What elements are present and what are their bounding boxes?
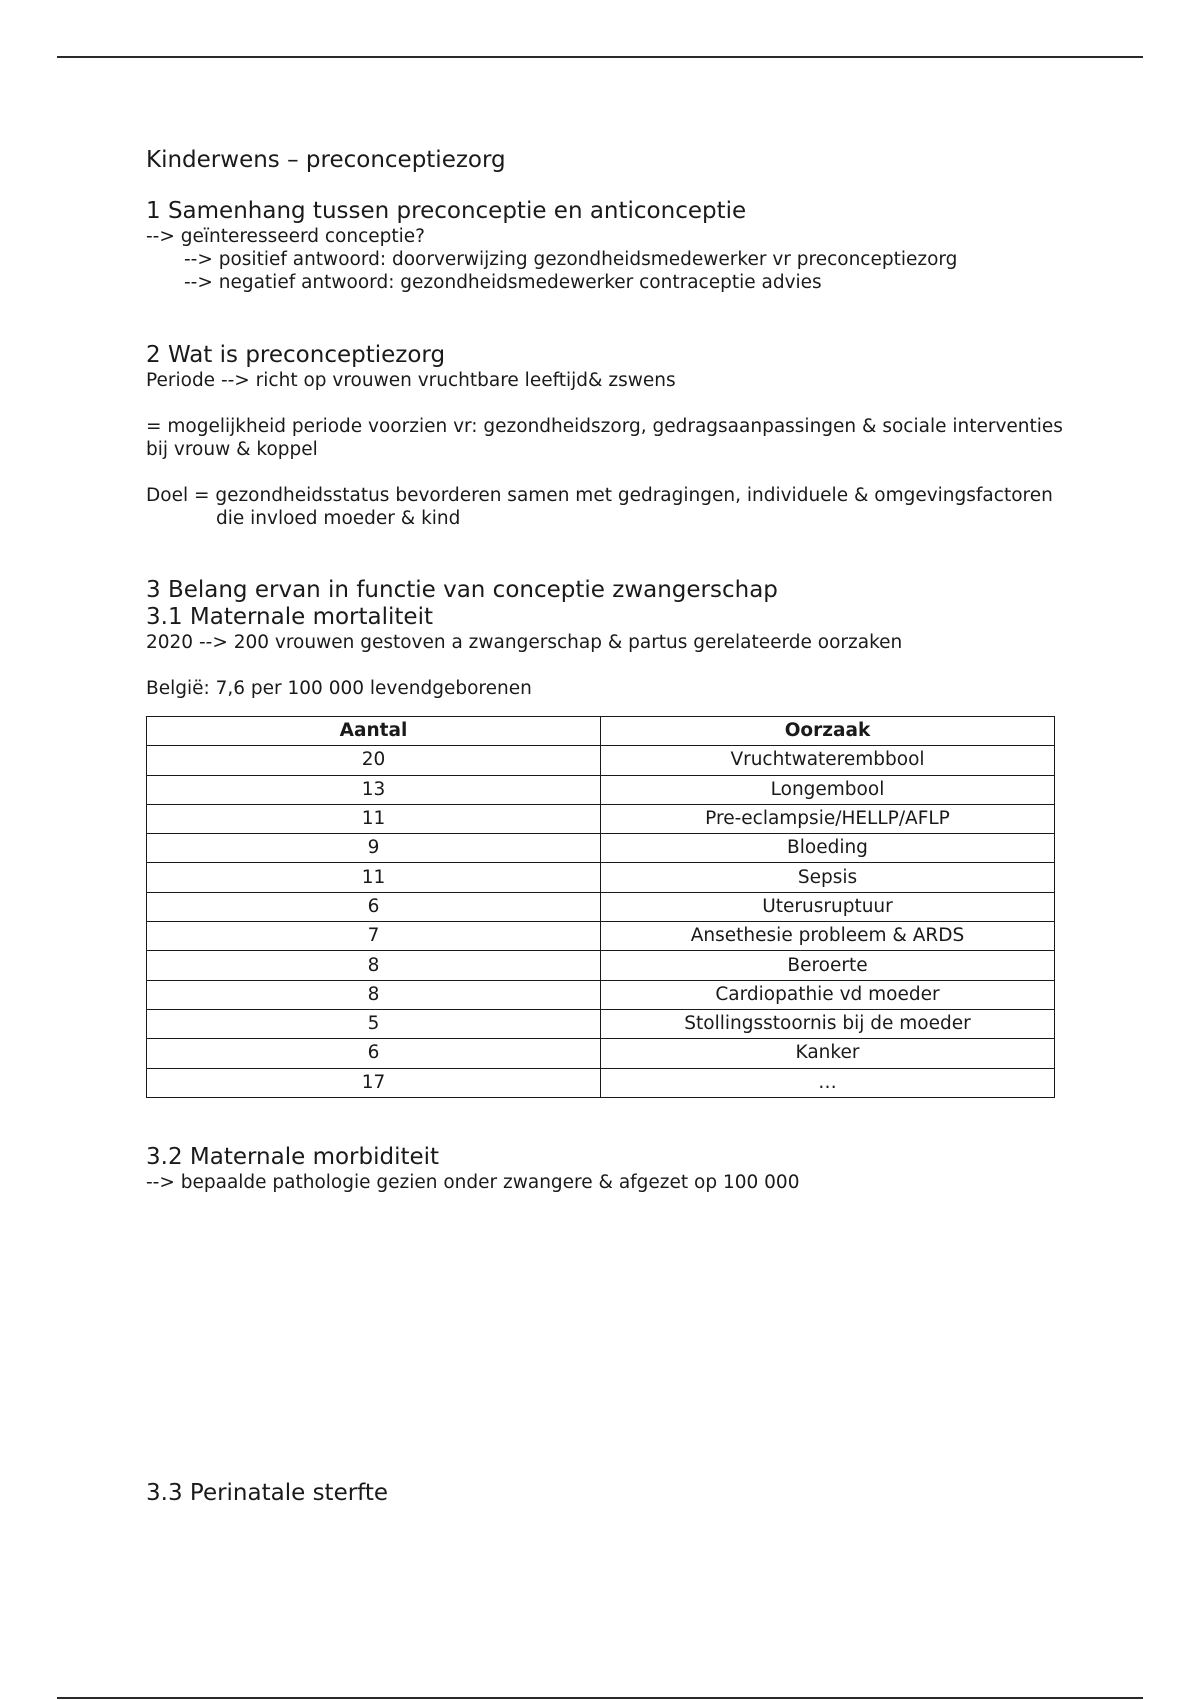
section-3-1-heading: 3.1 Maternale mortaliteit bbox=[146, 604, 433, 630]
cell-oorzaak: Beroerte bbox=[601, 951, 1055, 980]
header-rule bbox=[57, 56, 1143, 58]
table-row bbox=[147, 951, 1055, 980]
section-2-periode: Periode --> richt op vrouwen vruchtbare leeftijd& zswens bbox=[146, 370, 676, 391]
cell-aantal: 7 bbox=[147, 922, 601, 951]
table-row bbox=[147, 863, 1055, 892]
section-1-line: --> positief antwoord: doorverwijzing gezondheidsmedewerker vr preconceptiezorg bbox=[184, 249, 958, 270]
section-3-1-line: 2020 --> 200 vrouwen gestoven a zwangerschap & partus gerelateerde oorzaken bbox=[146, 632, 903, 653]
cell-oorzaak: Longembool bbox=[601, 775, 1055, 804]
section-2-mogelijkheid: = mogelijkheid periode voorzien vr: gezondheidszorg, gedragsaanpassingen & sociale interventies bij vrouw & koppel bbox=[146, 416, 1063, 460]
table-row bbox=[147, 980, 1055, 1009]
section-3-heading: 3 Belang ervan in functie van conceptie zwangerschap bbox=[146, 577, 778, 603]
cell-aantal: 6 bbox=[147, 892, 601, 921]
cell-aantal: 5 bbox=[147, 1009, 601, 1038]
table-row bbox=[147, 746, 1055, 775]
cell-aantal: 11 bbox=[147, 863, 601, 892]
section-1-line: --> negatief antwoord: gezondheidsmedewerker contraceptie advies bbox=[184, 272, 822, 293]
cell-oorzaak: Kanker bbox=[601, 1039, 1055, 1068]
cell-aantal: 17 bbox=[147, 1068, 601, 1097]
cell-oorzaak: Uterusruptuur bbox=[601, 892, 1055, 921]
table-header-oorzaak: Oorzaak bbox=[601, 717, 1055, 746]
document-title: Kinderwens – preconceptiezorg bbox=[146, 147, 506, 173]
cell-aantal: 8 bbox=[147, 980, 601, 1009]
cell-oorzaak: … bbox=[601, 1068, 1055, 1097]
footer-rule bbox=[57, 1697, 1143, 1699]
section-2-doel: Doel = gezondheidsstatus bevorderen samen met gedragingen, individuele & omgevingsfactoren die invloed moeder & kind bbox=[146, 485, 1053, 529]
cell-oorzaak: Sepsis bbox=[601, 863, 1055, 892]
cell-aantal: 20 bbox=[147, 746, 601, 775]
mortality-table bbox=[146, 716, 1055, 1098]
cell-aantal: 6 bbox=[147, 1039, 601, 1068]
table-row bbox=[147, 922, 1055, 951]
section-1-line: --> geïnteresseerd conceptie? bbox=[146, 226, 425, 247]
table-row bbox=[147, 1009, 1055, 1038]
cell-aantal: 8 bbox=[147, 951, 601, 980]
table-row bbox=[147, 1039, 1055, 1068]
document-body bbox=[146, 142, 1066, 1507]
table-header-row bbox=[147, 717, 1055, 746]
table-row bbox=[147, 834, 1055, 863]
cell-aantal: 11 bbox=[147, 804, 601, 833]
cell-oorzaak: Vruchtwaterembbool bbox=[601, 746, 1055, 775]
cell-aantal: 13 bbox=[147, 775, 601, 804]
cell-oorzaak: Cardiopathie vd moeder bbox=[601, 980, 1055, 1009]
table-row bbox=[147, 892, 1055, 921]
table-row bbox=[147, 1068, 1055, 1097]
cell-oorzaak: Ansethesie probleem & ARDS bbox=[601, 922, 1055, 951]
section-1-heading: 1 Samenhang tussen preconceptie en anticonceptie bbox=[146, 198, 747, 224]
cell-oorzaak: Stollingsstoornis bij de moeder bbox=[601, 1009, 1055, 1038]
section-3-2-heading: 3.2 Maternale morbiditeit bbox=[146, 1143, 440, 1170]
table-row bbox=[147, 775, 1055, 804]
section-3-3-heading: 3.3 Perinatale sterfte bbox=[146, 1479, 389, 1506]
cell-oorzaak: Pre-eclampsie/HELLP/AFLP bbox=[601, 804, 1055, 833]
cell-aantal: 9 bbox=[147, 834, 601, 863]
section-3-1-line: België: 7,6 per 100 000 levendgeborenen bbox=[146, 678, 532, 699]
section-2-heading: 2 Wat is preconceptiezorg bbox=[146, 342, 446, 368]
section-3-2-line: --> bepaalde pathologie gezien onder zwangere & afgezet op 100 000 bbox=[146, 1171, 800, 1193]
table-header-aantal: Aantal bbox=[147, 717, 601, 746]
cell-oorzaak: Bloeding bbox=[601, 834, 1055, 863]
table-row bbox=[147, 804, 1055, 833]
